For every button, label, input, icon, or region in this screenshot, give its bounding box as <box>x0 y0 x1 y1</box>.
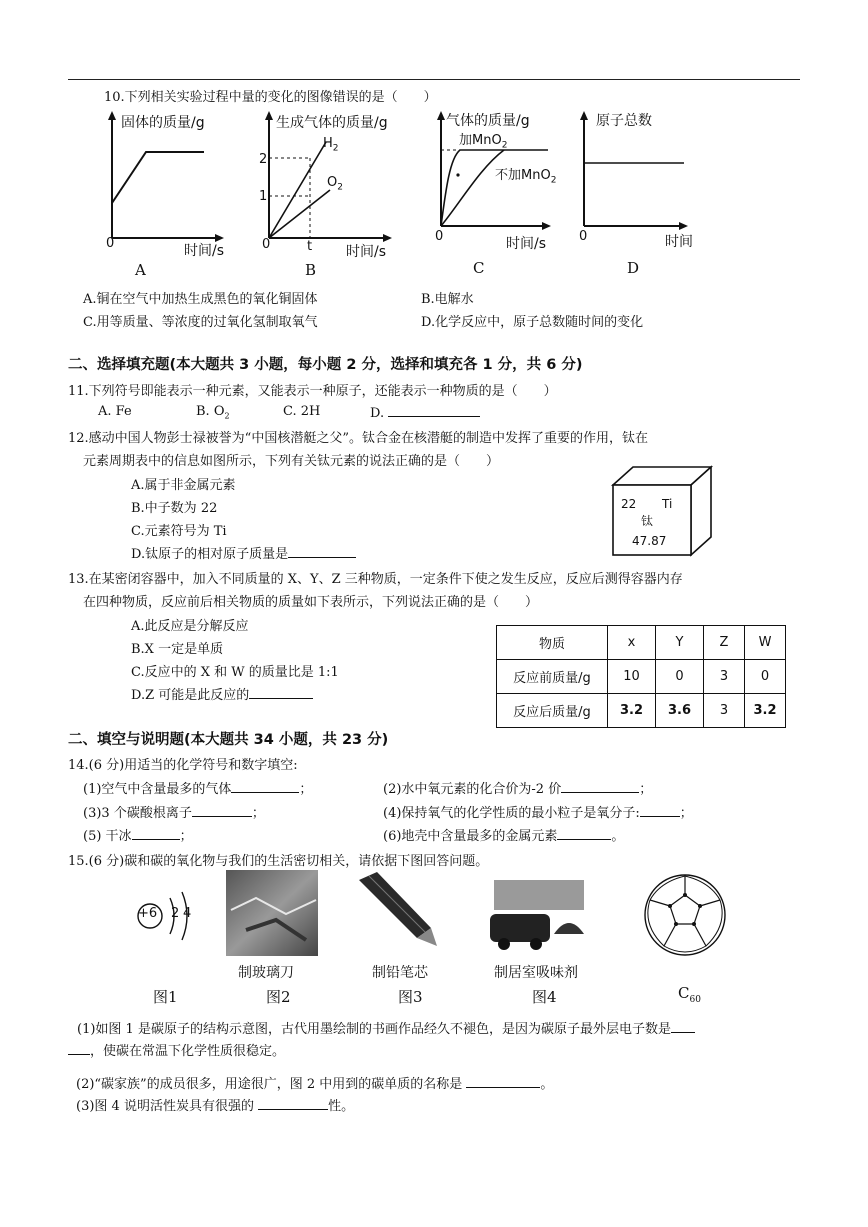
q11-answer-blank[interactable] <box>388 404 480 417</box>
element-name: 钛 <box>641 514 654 528</box>
q14-blank-4[interactable] <box>640 804 680 817</box>
q10-option-d: D.化学反应中，原子总数随时间的变化 <box>421 315 644 330</box>
fig4-label: 图4 <box>532 988 557 1006</box>
q13-answer-blank[interactable] <box>249 686 313 699</box>
table-cell: 10 <box>608 660 656 694</box>
graph-c-letter: C <box>473 259 485 277</box>
q14-item-6: (6)地壳中含量最多的金属元素 。 <box>383 829 625 844</box>
table-header-cell: W <box>745 626 786 660</box>
q15-blank-2[interactable] <box>466 1075 540 1088</box>
q13-option-c: C.反应中的 X 和 W 的质量比是 1:1 <box>131 665 339 680</box>
fig2-caption: 制玻璃刀 <box>238 965 294 981</box>
table-cell: 3.2 <box>608 694 656 728</box>
q14-item-2: (2)水中氧元素的化合价为-2 价 ； <box>383 782 653 797</box>
mass-table <box>496 625 786 728</box>
graph-d-xlabel: 时间 <box>665 234 693 250</box>
q12-option-b: B.中子数为 22 <box>131 501 218 516</box>
q10-stem: 10.下列相关实验过程中量的变化的图像错误的是（ ） <box>104 90 437 105</box>
q10-option-c: C.用等质量、等浓度的过氧化氢制取氧气 <box>83 315 318 330</box>
q15-part1-line2: ，使碳在常温下化学性质很稳定。 <box>68 1040 285 1059</box>
q14-item-5: (5) 干冰 ； <box>83 829 193 844</box>
fig4-caption: 制居室吸味剂 <box>494 965 578 981</box>
element-symbol: Ti <box>662 497 673 511</box>
table-cell: 3 <box>704 660 745 694</box>
section-3-heading: 二、填空与说明题(本大题共 34 小题，共 23 分) <box>68 732 389 748</box>
graph-c-with-mno2: 加MnO$_2$ <box>459 133 508 151</box>
graph-a-ylabel: 固体的质量/g <box>121 115 205 131</box>
graph-b-ytick-1: 1 <box>259 189 268 204</box>
q14-item-1: (1)空气中含量最多的气体 ； <box>83 782 313 797</box>
q14-blank-3[interactable] <box>192 804 252 817</box>
table-cell: 0 <box>656 660 704 694</box>
graph-b-origin: 0 <box>262 237 271 252</box>
section-2-heading: 二、选择填充题(本大题共 3 小题，每小题 2 分，选择和填充各 1 分，共 6 分) <box>68 357 583 373</box>
graph-b-xlabel: 时间/s <box>346 244 387 260</box>
table-header-cell: x <box>608 626 656 660</box>
graph-b-letter: B <box>305 261 317 279</box>
q11-option-b: B. $O_2$ <box>196 404 230 421</box>
glass-cutter-photo <box>226 870 318 956</box>
header-rule <box>68 79 800 80</box>
graph-c-without-mno2: 不加MnO$_2$ <box>495 168 557 186</box>
graph-d-ylabel: 原子总数 <box>596 113 652 129</box>
table-header-cell: 物质 <box>497 626 608 660</box>
q11-option-c: C. 2H <box>283 404 321 419</box>
table-cell: 0 <box>745 660 786 694</box>
q14-stem: 14.(6 分)用适当的化学符号和数字填空: <box>68 758 298 773</box>
graph-b-ylabel: 生成气体的质量/g <box>276 115 388 131</box>
table-header-cell: Y <box>656 626 704 660</box>
q14-blank-1[interactable] <box>231 780 299 793</box>
graph-d-origin: 0 <box>579 229 588 244</box>
element-number: 22 <box>621 497 637 511</box>
table-cell: 3 <box>704 694 745 728</box>
q15-stem: 15.(6 分)碳和碳的氧化物与我们的生活密切相关，请依据下图回答问题。 <box>68 854 489 869</box>
fig1-label: 图1 <box>153 988 178 1006</box>
atom-shell-1: 2 <box>171 906 180 921</box>
q11-stem: 11.下列符号即能表示一种元素，又能表示一种原子，还能表示一种物质的是（ ） <box>68 384 557 399</box>
q15-part2: (2)“碳家族”的成员很多，用途很广，图 2 中用到的碳单质的名称是 。 <box>76 1077 554 1092</box>
fig3-label: 图3 <box>398 988 423 1006</box>
q15-part3: (3)图 4 说明活性炭具有很强的 性。 <box>76 1099 355 1114</box>
q15-blank-1a[interactable] <box>671 1020 695 1033</box>
graph-a-xlabel: 时间/s <box>184 243 225 259</box>
graph-c-origin: 0 <box>435 229 444 244</box>
graph-b-h2-label: $H_2$ <box>323 136 339 154</box>
graph-a-origin: 0 <box>106 236 115 251</box>
atom-shell-2: 4 <box>183 906 192 921</box>
q11-option-a: A. Fe <box>98 404 132 419</box>
deodorant-photo <box>484 874 594 954</box>
graph-b-xtick-t: t <box>307 239 313 254</box>
q12-option-a: A.属于非金属元素 <box>131 478 236 493</box>
c60-label: $C_{60}$ <box>678 984 701 1005</box>
q13-line2: 在四种物质，反应前后相关物质的质量如下表所示，下列说法正确的是（ ） <box>83 595 539 610</box>
table-row <box>497 660 786 694</box>
q15-blank-1b[interactable] <box>68 1042 90 1055</box>
graph-a-letter: A <box>135 261 146 279</box>
graph-d-letter: D <box>627 259 640 277</box>
fig2-label: 图2 <box>266 988 291 1006</box>
q14-item-3: (3)3 个碳酸根离子 ； <box>83 806 265 821</box>
q14-blank-2[interactable] <box>561 780 639 793</box>
table-cell: 3.2 <box>745 694 786 728</box>
graph-b-ytick-2: 2 <box>259 152 268 167</box>
pencil-lead-photo <box>355 872 441 950</box>
q14-blank-6[interactable] <box>557 827 611 840</box>
q13-option-a: A.此反应是分解反应 <box>131 619 249 634</box>
q15-part1-line1: (1)如图 1 是碳原子的结构示意图，古代用墨绘制的书画作品经久不褪色，是因为碳原子最外层电子数是 <box>77 1018 695 1037</box>
element-mass: 47.87 <box>632 534 667 548</box>
table-cell: 反应前质量/g <box>497 660 608 694</box>
q13-line1: 13.在某密闭容器中，加入不同质量的 X、Y、Z 三种物质，一定条件下使之发生反应，反应后测得容器内存 <box>68 572 683 587</box>
q14-item-4: (4)保持氧气的化学性质的最小粒子是氧分子: ； <box>383 806 693 821</box>
q12-line1: 12.感动中国人物彭士禄被誉为“中国核潜艇之父”。钛合金在核潜艇的制造中发挥了重要的作用，钛在 <box>68 431 648 446</box>
q12-line2: 元素周期表中的信息如图所示，下列有关钛元素的说法正确的是（ ） <box>83 454 500 469</box>
q15-blank-3[interactable] <box>258 1097 328 1110</box>
graph-b-o2-label: $O_2$ <box>327 175 343 193</box>
q12-answer-blank[interactable] <box>288 545 356 558</box>
table-header-cell: Z <box>704 626 745 660</box>
table-cell: 反应后质量/g <box>497 694 608 728</box>
table-row <box>497 694 786 728</box>
graph-c-ylabel: 气体的质量/g <box>446 113 530 129</box>
table-cell: 3.6 <box>656 694 704 728</box>
q12-option-d: D.钛原子的相对原子质量是 <box>131 543 356 562</box>
q14-blank-5[interactable] <box>132 827 180 840</box>
q12-option-c: C.元素符号为 Ti <box>131 524 227 539</box>
atom-nucleus: +6 <box>138 906 158 921</box>
q11-option-d: D. <box>370 404 480 421</box>
graph-c-xlabel: 时间/s <box>506 236 547 252</box>
q10-option-b: B.电解水 <box>421 292 474 307</box>
q10-option-a: A.铜在空气中加热生成黑色的氧化铜固体 <box>83 292 318 307</box>
q13-option-d: D.Z 可能是此反应的 <box>131 684 313 703</box>
q13-option-b: B.X 一定是单质 <box>131 642 224 657</box>
c60-molecule-diagram <box>640 870 730 960</box>
fig3-caption: 制铅笔芯 <box>372 965 428 981</box>
table-header-row <box>497 626 786 660</box>
